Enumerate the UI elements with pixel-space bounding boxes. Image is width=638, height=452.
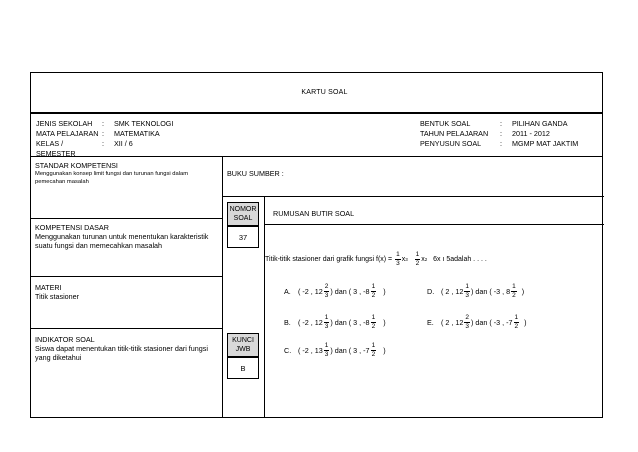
denominator: 2 — [371, 351, 376, 358]
divider — [222, 196, 604, 197]
value-jenis-sekolah: SMK TEKNOLOGI — [114, 119, 174, 128]
nomor-soal-value: 37 — [227, 226, 259, 248]
fraction — [371, 283, 377, 300]
indikator-text: Siswa dapat menentukan titik-titik stasioner dari fungsi yang diketahui — [35, 344, 208, 362]
indikator-title: INDIKATOR SOAL — [35, 335, 95, 344]
divider — [264, 196, 265, 418]
option-part: ) dan ( 3 , -8 — [330, 318, 370, 327]
label-jenis-sekolah: JENIS SEKOLAH — [36, 119, 93, 128]
numerator: 1 — [324, 342, 329, 349]
kunci-jawaban-label: KUNCI JWB — [227, 333, 259, 357]
card-title: KARTU SOAL — [301, 89, 348, 96]
option-part: ( -2 , 13 — [298, 346, 323, 355]
kompetensi-title: KOMPETENSI DASAR — [35, 223, 109, 232]
materi — [35, 283, 219, 301]
option-letter: A. — [284, 287, 291, 296]
divider — [31, 218, 222, 219]
standar-title: STANDAR KOMPETENSI — [35, 161, 118, 170]
option-part: ) — [383, 346, 386, 355]
option-part: ( 2 , 12 — [441, 287, 464, 296]
label-penyusun-soal: PENYUSUN SOAL — [420, 139, 482, 148]
option-d[interactable] — [427, 283, 524, 300]
numerator: 1 — [415, 251, 420, 258]
header-right-row — [420, 139, 578, 149]
option-part: ) dan ( -3 , -7 — [471, 318, 513, 327]
materi-text: Titik stasioner — [35, 292, 80, 301]
variable: x — [401, 256, 406, 263]
fraction — [415, 251, 421, 268]
value-bentuk-soal: PILIHAN GANDA — [512, 119, 568, 128]
denominator: 3 — [324, 292, 329, 299]
fraction — [324, 283, 330, 300]
option-part: ( -2 , 12 — [298, 287, 323, 296]
colon: : — [102, 139, 104, 148]
card-title-band — [31, 73, 602, 114]
question-suffix: adalah . . . . — [450, 256, 487, 263]
colon: : — [500, 129, 502, 138]
standar-kompetensi — [35, 161, 219, 186]
divider — [264, 224, 604, 225]
header-left — [36, 119, 173, 159]
option-c[interactable] — [284, 342, 386, 359]
option-part: ) dan ( 3 , -8 — [330, 287, 370, 296]
numerator: 1 — [514, 314, 519, 321]
divider — [31, 156, 602, 157]
denominator: 2 — [514, 323, 519, 330]
option-e[interactable] — [427, 314, 527, 331]
header-right-row — [420, 129, 578, 139]
materi-title: MATERI — [35, 283, 62, 292]
numerator: 2 — [324, 283, 329, 290]
colon: : — [102, 129, 104, 138]
numerator: 2 — [465, 314, 469, 321]
term-5: 5 — [446, 256, 451, 263]
option-b[interactable] — [284, 314, 386, 331]
denominator: 2 — [371, 323, 376, 330]
divider — [31, 328, 222, 329]
label-mata-pelajaran: MATA PELAJARAN — [36, 129, 99, 138]
value-tahun-pelajaran: 2011 - 2012 — [512, 129, 550, 138]
fraction — [514, 314, 520, 331]
kompetensi-text: Menggunakan turunan untuk menentukan karakteristik suatu fungsi dan memecahkan masalah — [35, 232, 209, 250]
colon: : — [102, 119, 104, 128]
option-part: ) — [524, 318, 527, 327]
nomor-soal-label: NOMOR SOAL — [227, 202, 259, 226]
header-right — [420, 119, 578, 149]
fraction — [371, 342, 377, 359]
fraction — [511, 283, 517, 300]
numerator: 1 — [371, 314, 376, 321]
option-part: ) dan ( 3 , -7 — [330, 346, 370, 355]
header-left-row — [36, 119, 173, 129]
option-letter: D. — [427, 287, 435, 296]
numerator: 1 — [371, 342, 376, 349]
variable: x — [421, 256, 425, 263]
option-part: ) — [383, 318, 386, 327]
value-mata-pelajaran: MATEMATIKA — [114, 129, 160, 138]
numerator: 1 — [465, 283, 469, 290]
exponent: 3 — [405, 257, 408, 262]
numerator: 1 — [512, 283, 516, 290]
fraction — [324, 314, 330, 331]
divider — [31, 276, 222, 277]
option-letter: C. — [284, 346, 292, 355]
option-letter: B. — [284, 318, 291, 327]
option-part: ) dan ( -3 , 8 — [471, 287, 511, 296]
fraction — [464, 283, 470, 300]
value-kelas-semester: XII / 6 — [114, 139, 133, 148]
option-part: ( 2 , 12 — [441, 318, 464, 327]
denominator: 3 — [465, 323, 469, 330]
fraction — [324, 342, 330, 359]
denominator: 2 — [371, 292, 376, 299]
buku-sumber-label: BUKU SUMBER : — [227, 169, 284, 178]
question-prefix: Titik-titik stasioner dari grafik fungsi f(x) = — [265, 256, 393, 263]
term-6x: 6x — [433, 256, 441, 263]
option-a[interactable] — [284, 283, 386, 300]
fraction — [464, 314, 470, 331]
question-text: Titik-titik stasioner dari grafik fungsi f(x) = $\frac{1}{3}$ x 3 $\frac{1}{2}$ x 2 6x ı 5 adalah . . . . — [265, 251, 487, 267]
denominator: 3 — [396, 260, 400, 267]
kompetensi-dasar — [35, 223, 219, 250]
denominator: 3 — [324, 323, 329, 330]
exponent: 2 — [424, 257, 428, 262]
indikator-soal — [35, 335, 219, 362]
header-left-row — [36, 129, 173, 139]
numerator: 1 — [371, 283, 376, 290]
label-tahun-pelajaran: TAHUN PELAJARAN — [420, 129, 489, 138]
colon: : — [500, 139, 502, 148]
option-part: ) — [521, 287, 525, 296]
header-right-row — [420, 119, 578, 129]
option-part: ) — [383, 287, 386, 296]
value-penyusun-soal: MGMP MAT JAKTIM — [512, 139, 579, 148]
denominator: 3 — [324, 351, 329, 358]
option-part: ( -2 , 12 — [298, 318, 323, 327]
fraction — [371, 314, 377, 331]
colon: : — [500, 119, 502, 128]
fraction — [395, 251, 401, 268]
option-letter: E. — [427, 318, 434, 327]
denominator: 2 — [512, 292, 516, 299]
label-kelas-semester: KELAS / SEMESTER — [36, 139, 76, 158]
numerator: 1 — [396, 251, 400, 258]
numerator: 1 — [324, 314, 329, 321]
denominator: 2 — [415, 260, 420, 267]
denominator: 3 — [465, 292, 469, 299]
kartu-soal-card — [30, 72, 603, 418]
standar-text: Menggunakan konsep limit fungsi dan turunan fungsi dalam pemecahan masalah — [35, 171, 189, 185]
label-bentuk-soal: BENTUK SOAL — [420, 119, 471, 128]
rumusan-label: RUMUSAN BUTIR SOAL — [273, 209, 355, 218]
kunci-jawaban-value: B — [227, 357, 259, 379]
